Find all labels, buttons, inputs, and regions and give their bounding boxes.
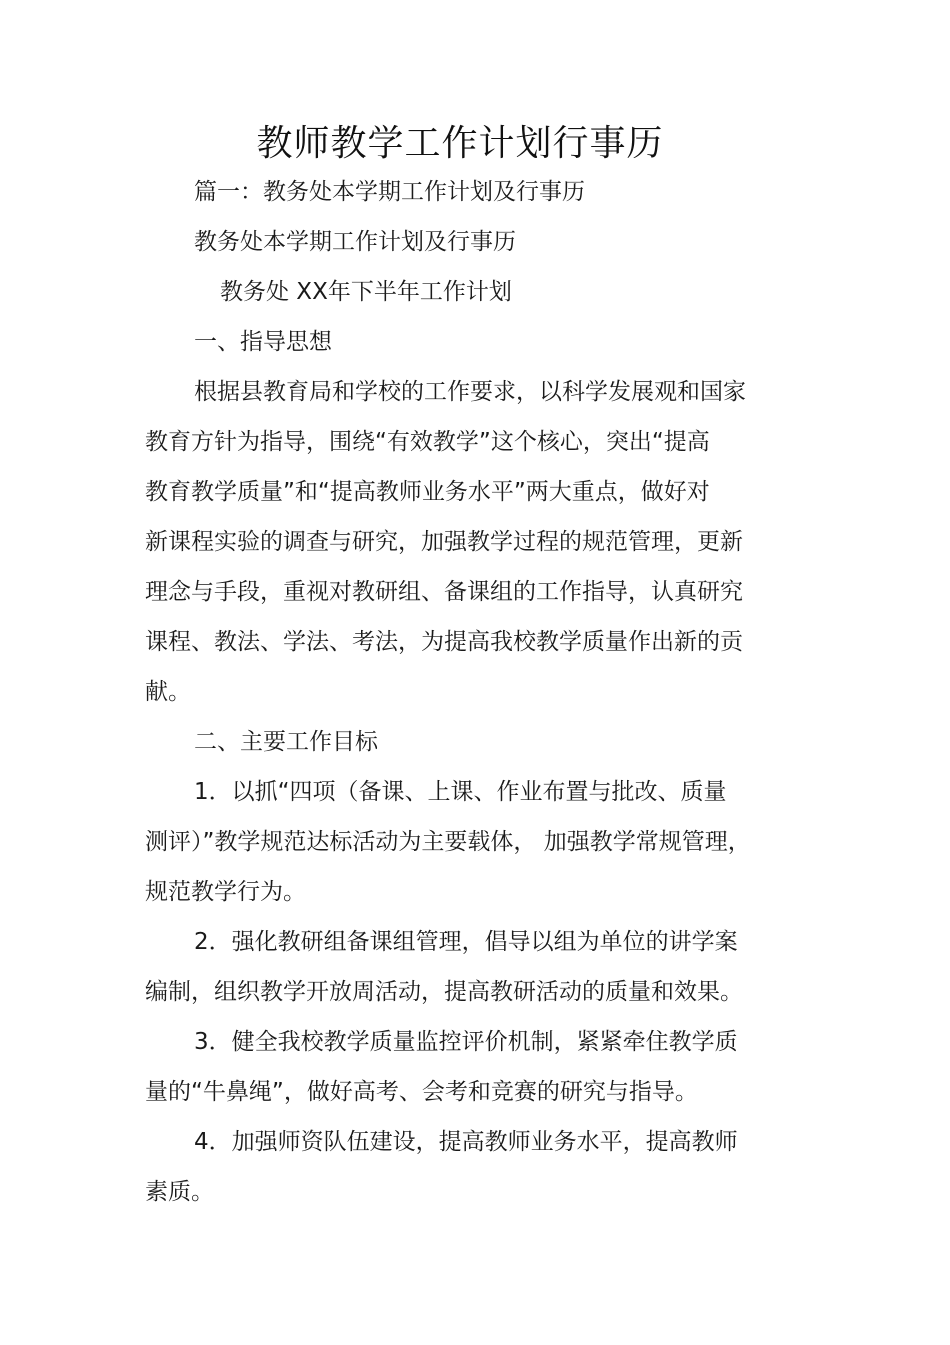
- paragraph-line: 编制，组织教学开放周活动，提高教研活动的质量和效果。: [145, 979, 743, 1005]
- paragraph-line: 测评）”教学规范达标活动为主要载体， 加强教学常规管理，: [145, 829, 751, 855]
- paragraph-line: 1．以抓“四项（备课、上课、作业布置与批改、质量: [194, 779, 727, 805]
- heading-main-goals: 二、主要工作目标: [194, 729, 378, 755]
- paragraph-line: 理念与手段，重视对教研组、备课组的工作指导，认真研究: [145, 579, 743, 605]
- paragraph-line: 量的“牛鼻绳”，做好高考、会考和竞赛的研究与指导。: [145, 1079, 698, 1105]
- paragraph-line: 素质。: [145, 1179, 214, 1205]
- paragraph-line: 规范教学行为。: [145, 879, 306, 905]
- document-title: 教师教学工作计划行事历: [256, 123, 664, 164]
- paragraph-line: 根据县教育局和学校的工作要求，以科学发展观和国家: [194, 379, 746, 405]
- paragraph-line: 教育方针为指导，围绕“有效教学”这个核心，突出“提高: [145, 429, 710, 455]
- paragraph-line: 3．健全我校教学质量监控评价机制，紧紧牵住教学质: [194, 1029, 738, 1055]
- plan-heading: 教务处 XX年下半年工作计划: [220, 279, 512, 305]
- paragraph-line: 献。: [145, 679, 191, 705]
- subtitle: 教务处本学期工作计划及行事历: [194, 229, 516, 255]
- paragraph-line: 课程、教法、学法、考法，为提高我校教学质量作出新的贡: [145, 629, 743, 655]
- paragraph-line: 新课程实验的调查与研究，加强教学过程的规范管理，更新: [145, 529, 743, 555]
- paragraph-line: 2．强化教研组备课组管理，倡导以组为单位的讲学案: [194, 929, 738, 955]
- paragraph-line: 教育教学质量”和“提高教师业务水平”两大重点，做好对: [145, 479, 710, 505]
- section-heading: 篇一：教务处本学期工作计划及行事历: [194, 179, 585, 205]
- heading-guiding-ideology: 一、指导思想: [194, 329, 332, 355]
- paragraph-line: 4．加强师资队伍建设，提高教师业务水平，提高教师: [194, 1129, 738, 1155]
